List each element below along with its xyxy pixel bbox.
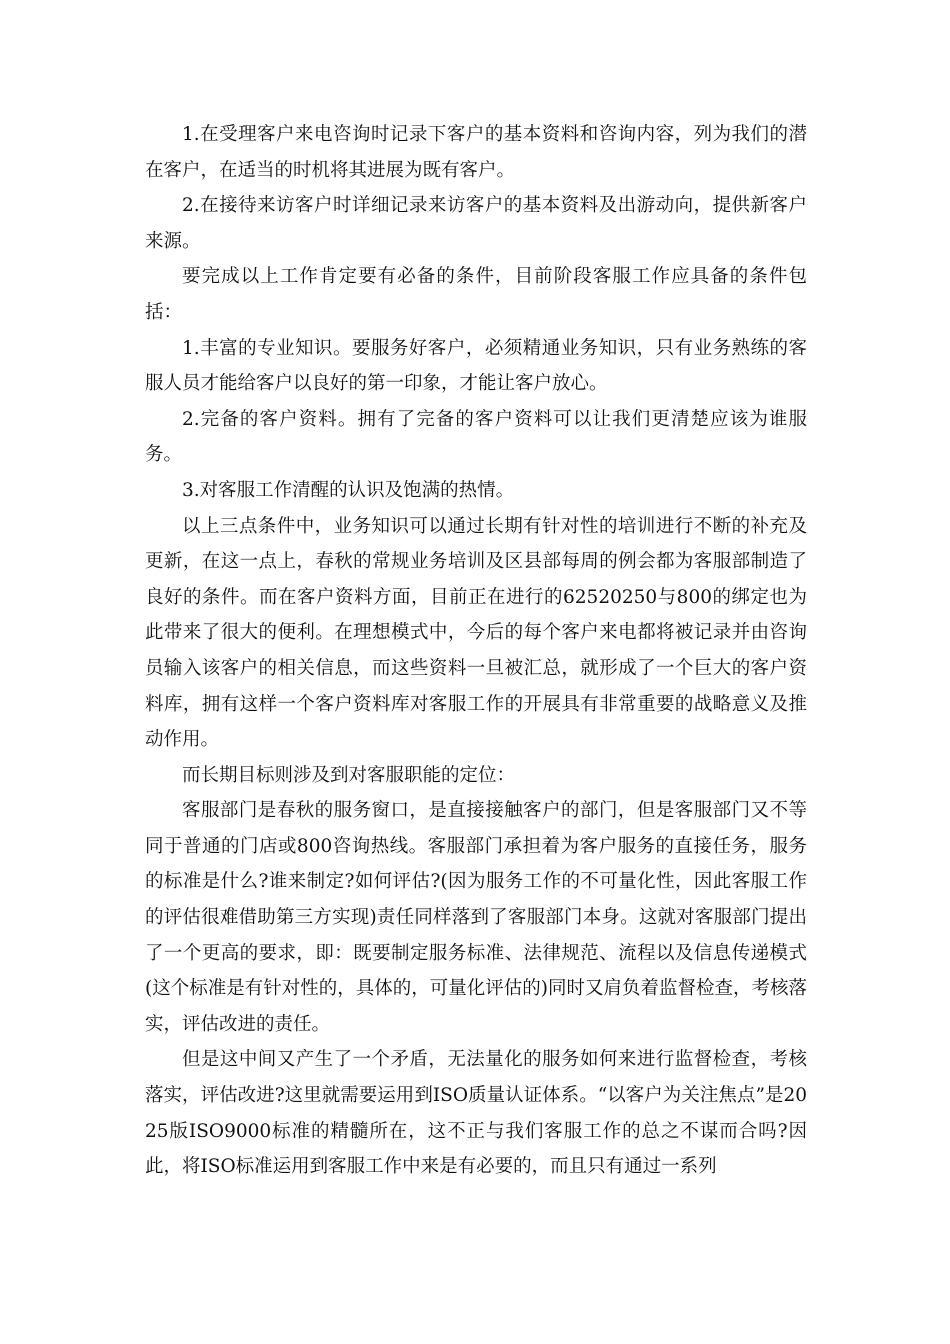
paragraph-8: 而长期目标则涉及到对客服职能的定位：: [182, 764, 516, 786]
paragraph-2: 2.在接待来访客户时详细记录来访客户的基本资料及出游动向，提供新客户来源。: [145, 195, 807, 252]
paragraph-1: 1.在受理客户来电咨询时记录下客户的基本资料和咨询内容，列为我们的潜在客户，在适当的时机将其进展为既有客户。: [145, 124, 807, 181]
paragraph-7: 以上三点条件中，业务知识可以通过长期有针对性的培训进行不断的补充及更新，在这一点上，春秋的常规业务培训及区县部每周的例会都为客服部制造了良好的条件。而在客户资料方面，目前正在进行的62520250与800的绑定也为此带来了很大的便利。在理想模式中，今后的每个客户来电都将被记录并由咨询员输入该客户的相关信息，而这些资料一旦被汇总，就形成了一个巨大的客户资料库，拥有这样一个客户资料库对客服工作的开展具有非常重要的战略意义及推动作用。: [145, 515, 807, 751]
paragraph-6: 3.对客服工作清醒的认识及饱满的热情。: [182, 479, 515, 501]
paragraph-9: 客服部门是春秋的服务窗口，是直接接触客户的部门，但是客服部门又不等同于普通的门店或800咨询热线。客服部门承担着为客户服务的直接任务，服务的标准是什么?谁来制定?如何评估?(因为服务工作的不可量化性，因此客服工作的评估很难借助第三方实现)责任同样落到了客服部门本身。这就对客服部门提出了一个更高的要求，即：既要制定服务标准、法律规范、流程以及信息传递模式(这个标准是有针对性的，具体的，可量化评估的)同时又肩负着监督检查，考核落实，评估改进的责任。: [145, 800, 807, 1035]
paragraph-3: 要完成以上工作肯定要有必备的条件，目前阶段客服工作应具备的条件包括：: [145, 266, 807, 323]
document-body: [145, 117, 807, 1185]
paragraph-4: 1.丰富的专业知识。要服务好客户，必须精通业务知识，只有业务熟练的客服人员才能给客户以良好的第一印象，才能让客户放心。: [145, 337, 807, 395]
paragraph-5: 2.完备的客户资料。拥有了完备的客户资料可以让我们更清楚应该为谁服务。: [145, 408, 807, 466]
paragraph-10: 但是这中间又产生了一个矛盾，无法量化的服务如何来进行监督检查，考核落实，评估改进?这里就需要运用到ISO质量认证体系。“以客户为关注焦点”是2025版ISO9000标准的精髓所在，这不正与我们客服工作的总之不谋而合吗?因此，将ISO标准运用到客服工作中来是有必要的，而且只有通过一系列: [145, 1049, 807, 1178]
